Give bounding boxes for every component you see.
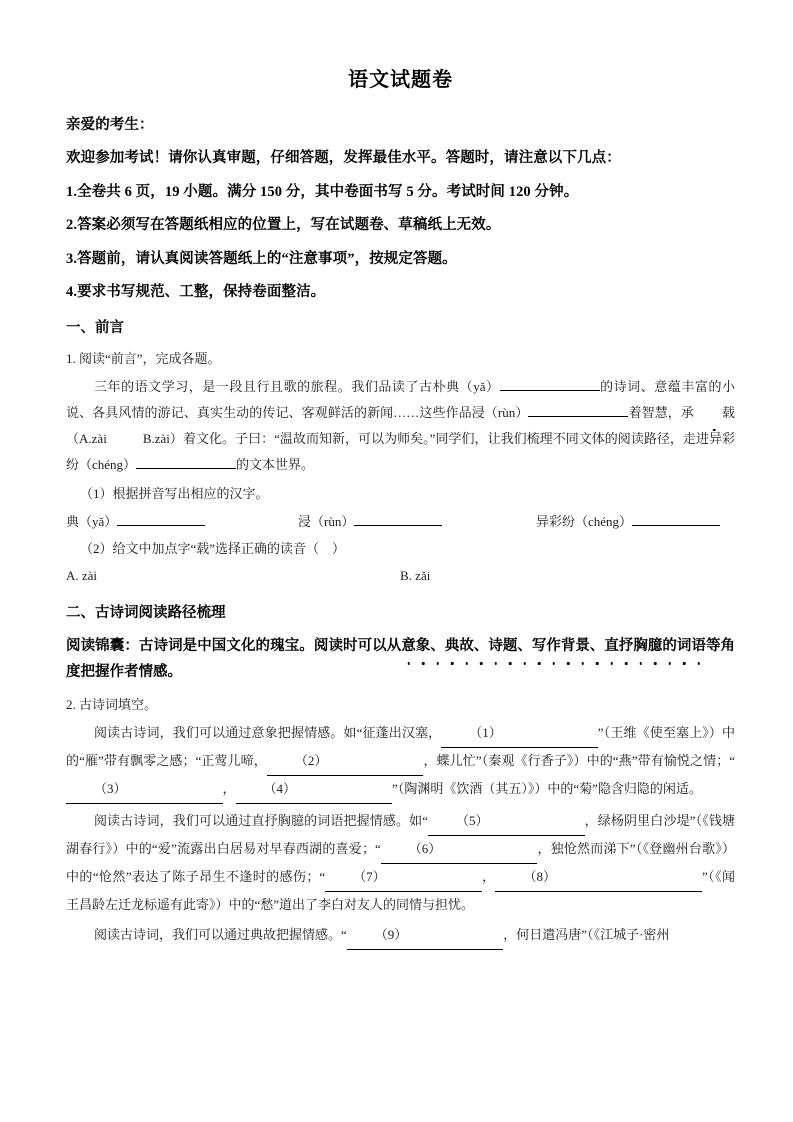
question-1-passage <box>66 374 735 478</box>
p2-text-b: ，绿杨阴里白沙堤”（《钱塘湖春行》）中的“爱”流露出白居易对早春西湖的喜爱；“ <box>66 813 735 857</box>
emphasized-char: 故 <box>459 634 474 659</box>
question-2-paragraph-1 <box>66 720 735 804</box>
pinyin-item-3: 异彩纷（chéng） <box>536 509 720 535</box>
passage-seg-5: 的文本世界。 <box>236 457 315 473</box>
question-1-sub-1-prompt: （1）根据拼音写出相应的汉字。 <box>80 486 269 502</box>
blank-7[interactable] <box>325 864 482 892</box>
blank-8-label: （8） <box>523 869 556 885</box>
emphasized-char: 背 <box>561 634 576 659</box>
option-a[interactable]: A. zài <box>66 568 98 584</box>
blank-8[interactable] <box>495 864 564 892</box>
question-2-stem: 2. 古诗词填空。 <box>66 696 158 712</box>
reading-tip-block <box>66 634 735 685</box>
blank-1-label: （1） <box>469 725 502 741</box>
emphasized-char: 、 <box>430 634 445 659</box>
reading-tip-text-after: 等角度把握作者情感。 <box>66 638 736 680</box>
emphasized-char: 典 <box>445 634 460 659</box>
p1-text-b: ”（王维《使至塞上》）中的“雁”带有飘零之感；“正莺儿啼， <box>66 725 735 769</box>
pinyin-blank-1[interactable] <box>117 512 205 526</box>
blank-9-label: （9） <box>374 927 408 943</box>
reading-tip-emphasized <box>401 638 706 654</box>
blank-2-label: （2） <box>294 753 328 769</box>
emphasized-char-zai: 载 <box>694 400 735 426</box>
pinyin-blank-2[interactable] <box>354 512 442 526</box>
emphasized-char: 抒 <box>619 634 634 659</box>
p1-text-c: ，蝶儿忙”（秦观《行香子》）中的“燕”带有愉悦之情；“ <box>423 753 735 769</box>
blank-7-label: （7） <box>353 869 386 885</box>
reading-tip-label: 阅读锦囊： <box>66 638 139 655</box>
question-1-stem: 1. 阅读“前言”，完成各题。 <box>66 350 221 366</box>
emphasized-char: 诗 <box>488 634 503 659</box>
blank-3[interactable] <box>66 776 223 804</box>
page-title: 语文试题卷 <box>348 69 453 91</box>
notice-line-4: 4.要求书写规范、工整，保持卷面整洁。 <box>66 284 326 301</box>
greeting-line: 亲爱的考生： <box>66 117 154 133</box>
emphasized-char: 的 <box>662 634 677 659</box>
question-2-paragraph-2 <box>66 808 735 918</box>
p2-text-d: ， <box>481 869 496 885</box>
blank-6-label: （6） <box>408 841 442 857</box>
emphasized-char: 语 <box>691 634 706 659</box>
pinyin-item-1: 典（yǎ） <box>66 509 298 535</box>
option-b[interactable]: B. zǎi <box>400 568 431 584</box>
p2-text-c: ，独怆然而涕下”（《登幽州台歌》）中的“怆然”表达了陈子昂生不逢时的感伤；“ <box>66 841 735 885</box>
emphasized-char: 作 <box>546 634 561 659</box>
emphasized-char: 、 <box>517 634 532 659</box>
passage-blank-2[interactable] <box>528 403 628 417</box>
emphasized-char: 象 <box>416 634 431 659</box>
reading-tip-text-before: 古诗词是中国文化的瑰宝。阅读时可以从 <box>138 638 402 655</box>
blank-9[interactable] <box>347 922 504 950</box>
blank-2[interactable] <box>267 748 424 776</box>
emphasized-char: 写 <box>532 634 547 659</box>
emphasized-char: 胸 <box>633 634 648 659</box>
notice-line-1: 1.全卷共 6 页，19 小题。满分 150 分，其中卷面书写 5 分。考试时间 120 分钟。 <box>66 183 579 200</box>
emphasized-char: 臆 <box>648 634 663 659</box>
emphasized-char: 题 <box>503 634 518 659</box>
passage-seg-4: B.zài）着文化。子曰：“温故而知新，可以为师矣。”同学们，让我们梳理不同文体的阅读路径，走进异彩纷（chéng） <box>66 431 735 473</box>
section-heading-2: 二、古诗词阅读路径梳理 <box>66 605 226 622</box>
p1-text-d: ， <box>222 781 236 797</box>
question-1-options-row <box>66 563 735 589</box>
blank-3-label: （3） <box>94 781 127 797</box>
notice-line-2: 2.答案必须写在答题纸相应的位置上，写在试题卷、草稿纸上无效。 <box>66 217 501 234</box>
emphasized-char: 、 <box>590 634 605 659</box>
p3-text-a: 阅读古诗词，我们可以通过典故把握情感。“ <box>94 927 347 943</box>
question-2-paragraph-3 <box>66 922 735 950</box>
p1-text-e: ”（陶渊明《饮酒（其五）》）中的“菊”隐含归隐的闲适。 <box>392 781 702 797</box>
passage-seg-2: 的诗词、意蕴丰富的小说、各具风情的游记、真实生动的传记、客观鲜活的新闻……这些作品浸（rùn） <box>66 379 735 421</box>
emphasized-char: 、 <box>474 634 489 659</box>
notice-line-3: 3.答题前，请认真阅读答题纸上的“注意事项”，按规定答题。 <box>66 250 457 267</box>
section-heading-1: 一、前言 <box>66 319 124 336</box>
p3-text-b: ，何日遣冯唐”（《江城子·密州 <box>503 927 670 943</box>
passage-blank-3[interactable] <box>136 455 236 469</box>
blank-1[interactable] <box>441 720 598 748</box>
emphasized-char: 景 <box>575 634 590 659</box>
emphasized-char: 意 <box>401 634 416 659</box>
blank-6[interactable] <box>381 836 538 864</box>
pinyin-item-2: 浸（rùn） <box>298 509 536 535</box>
p2-text-a: 阅读古诗词，我们可以通过直抒胸臆的词语把握情感。如“ <box>94 813 429 829</box>
blank-5[interactable] <box>428 808 585 836</box>
pinyin-answer-row <box>66 509 735 535</box>
emphasized-char: 词 <box>677 634 692 659</box>
blank-5-label: （5） <box>456 813 489 829</box>
passage-seg-3: 着智慧，承 载（A.zài <box>66 405 735 446</box>
passage-blank-1[interactable] <box>500 377 600 391</box>
welcome-line: 欢迎参加考试！请你认真审题，仔细答题，发挥最佳水平。答题时，请注意以下几点： <box>66 150 621 167</box>
blank-4-label: （4） <box>263 781 297 797</box>
blank-4[interactable] <box>236 776 393 804</box>
passage-seg-1: 三年的语文学习，是一段且行且歌的旅程。我们品读了古朴典（yǎ） <box>94 379 500 395</box>
p2-text-e: ”（《闻王昌龄左迁龙标遥有此寄》）中的“愁”道出了李白对友人的同情与担忧。 <box>66 869 735 913</box>
blank-8-continuation[interactable] <box>564 864 702 892</box>
p1-text-a: 阅读古诗词，我们可以通过意象把握情感。如“征蓬出汉塞， <box>94 725 442 741</box>
pinyin-blank-3[interactable] <box>632 512 720 526</box>
emphasized-char: 直 <box>604 634 619 659</box>
question-1-sub-2-prompt: （2）给文中加点字“载”选择正确的读音（ ） <box>80 540 346 556</box>
